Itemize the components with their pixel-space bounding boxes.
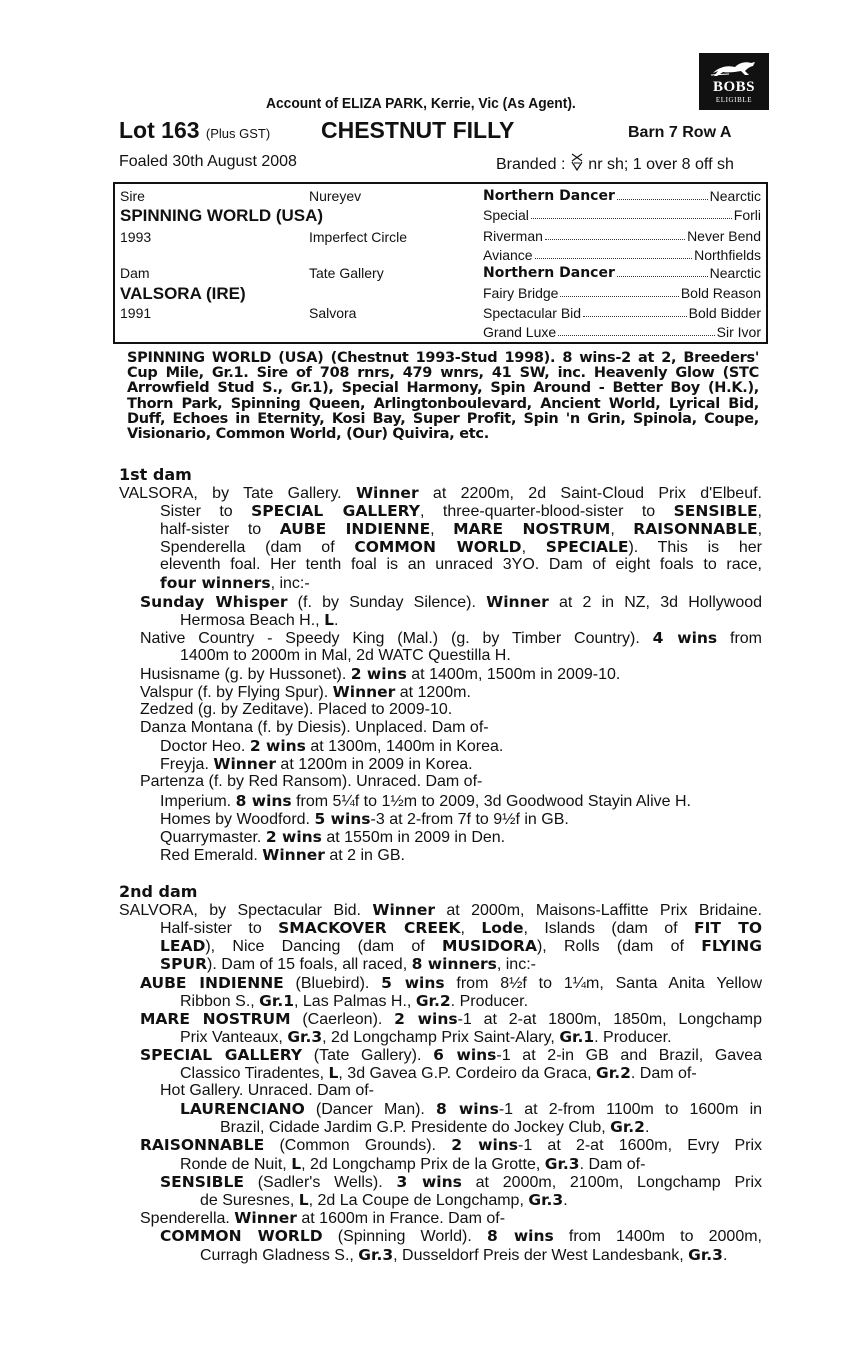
- pedigree-ancestor: [483, 285, 761, 301]
- bold-text: SENSIBLE: [160, 1173, 244, 1191]
- bold-text: MARE NOSTRUM: [453, 520, 611, 538]
- bold-text: Gr.2: [415, 992, 451, 1010]
- text: ,: [521, 539, 546, 556]
- bold-text: AUBE INDIENNE: [279, 520, 431, 538]
- ancestor-name: Aviance: [483, 247, 533, 263]
- text: at 2000m, Maisons-Laffitte Prix Bridaine.: [435, 902, 762, 919]
- pedigree-text-line: [160, 937, 762, 956]
- sire-label: Sire: [120, 188, 145, 204]
- pedigree-text-line: [140, 1209, 505, 1228]
- pedigree-text-line: [160, 1227, 762, 1246]
- pedigree-text-line: [160, 574, 310, 593]
- brand-suffix: nr sh; 1 over 8 off sh: [588, 156, 734, 173]
- text: at 1200m in 2009 in Korea.: [275, 756, 473, 773]
- text: (Tate Gallery).: [302, 1047, 434, 1064]
- pedigree-text-line: [180, 1028, 672, 1047]
- text: .: [333, 612, 339, 629]
- horse-description: CHESTNUT FILLY: [321, 117, 515, 143]
- ancestor-sire: Forli: [733, 207, 761, 223]
- dot-leader: [617, 265, 708, 277]
- text: at 1600m in France. Dam of-: [296, 1210, 506, 1227]
- ancestor-sire: Never Bend: [687, 228, 761, 244]
- text: (Spinning World).: [322, 1228, 487, 1245]
- text: Brazil, Cidade Jardim G.P. Presidente do Jockey Club,: [220, 1119, 611, 1136]
- text: Red Emerald.: [160, 847, 263, 864]
- text: (Caerleon).: [290, 1011, 395, 1028]
- text: Spenderella.: [140, 1210, 235, 1227]
- bold-text: 2 wins: [350, 665, 407, 683]
- text: .: [563, 1192, 568, 1209]
- text: Hermosa Beach H.,: [180, 612, 325, 629]
- gst-note: (Plus GST): [205, 126, 271, 141]
- pedigree-text-line: [140, 701, 452, 719]
- pedigree-text-line: [140, 683, 471, 702]
- text: , 2d Longchamp Prix Saint-Alary,: [322, 1029, 560, 1046]
- bold-text: SENSIBLE: [673, 502, 758, 520]
- dam-year: 1991: [120, 305, 152, 321]
- pedigree-text-line: [180, 992, 528, 1011]
- bold-text: Winner: [372, 901, 435, 919]
- pedigree-text-line: [119, 901, 762, 920]
- text: from 8½f to 1¼m, Santa Anita Yellow: [444, 975, 762, 992]
- bold-text: 2 wins: [394, 1010, 458, 1028]
- ancestor-name: Northern Dancer: [483, 265, 615, 281]
- text: (Common Grounds).: [264, 1137, 452, 1154]
- bold-text: Gr.3: [528, 1191, 564, 1209]
- ancestor-sire: Bold Bidder: [688, 305, 761, 321]
- pedigree-text-line: [180, 1155, 645, 1174]
- ancestor-name: Northern Dancer: [483, 188, 615, 204]
- text: Quarrymaster.: [160, 829, 266, 846]
- bold-text: Winner: [213, 755, 276, 773]
- pedigree-text-line: [160, 810, 569, 829]
- dot-leader: [535, 247, 693, 259]
- dot-leader: [560, 285, 678, 297]
- text: Imperium.: [160, 793, 236, 810]
- brand-mark-icon: [570, 153, 584, 171]
- dam-dam: Salvora: [309, 305, 357, 321]
- pedigree-ancestor: [483, 188, 761, 204]
- bold-text: Gr.3: [287, 1028, 323, 1046]
- ancestor-name: Fairy Bridge: [483, 285, 559, 301]
- text: at 2 in GB.: [324, 847, 405, 864]
- text: eleventh foal. Her tenth foal is an unraced 3YO. Dam of eight foals to race,: [160, 556, 762, 573]
- bold-text: RAISONNABLE: [140, 1136, 265, 1154]
- bold-text: L: [328, 1064, 339, 1082]
- pedigree-text-line: [160, 919, 762, 938]
- brand-prefix: Branded :: [496, 156, 566, 173]
- pedigree-ancestor: [483, 324, 761, 340]
- pedigree-text-line: [140, 719, 489, 737]
- bold-text: L: [298, 1191, 309, 1209]
- bold-text: SPECIAL GALLERY: [140, 1046, 303, 1064]
- text: ), Nice Dancing (dam of: [205, 938, 443, 955]
- text: at 2000m, 2100m, Longchamp Prix: [461, 1174, 762, 1191]
- bold-text: FLYING: [701, 937, 762, 955]
- ancestor-sire: Sir Ivor: [716, 324, 761, 340]
- text: ). Dam of 15 foals, all raced,: [207, 956, 412, 973]
- dam-name: VALSORA (IRE): [120, 284, 246, 303]
- bold-text: 8 wins: [235, 792, 292, 810]
- text: -1 at 2-at 1800m, 1850m, Longchamp: [457, 1011, 763, 1028]
- pedigree-text-line: [180, 647, 511, 665]
- pedigree-text-line: [140, 974, 762, 993]
- bold-text: Winner: [486, 593, 549, 611]
- text: Curragh Gladness S.,: [200, 1247, 359, 1264]
- bold-text: AUBE INDIENNE: [140, 974, 284, 992]
- horse-icon: [709, 59, 759, 79]
- pedigree-text-line: [200, 1246, 727, 1265]
- text: Half-sister to: [160, 920, 279, 937]
- text: . Dam of-: [579, 1156, 646, 1173]
- text: Spenderella (dam of: [160, 539, 355, 556]
- bold-text: 5 wins: [314, 810, 371, 828]
- pedigree-text-line: [140, 1046, 762, 1065]
- barn-location: Barn 7 Row A: [628, 124, 732, 141]
- sire-sire: Nureyev: [309, 188, 362, 204]
- dot-leader: [617, 188, 708, 200]
- bold-text: Gr.3: [544, 1155, 580, 1173]
- sire-year: 1993: [120, 229, 152, 245]
- pedigree-table: [113, 182, 768, 344]
- bold-text: SPECIALE: [545, 538, 629, 556]
- bold-text: L: [324, 611, 334, 629]
- text: -1 at 2-at 1600m, Evry Prix: [518, 1137, 762, 1154]
- text: at 1200m.: [395, 684, 471, 701]
- bold-text: 2 wins: [451, 1136, 519, 1154]
- bold-text: Gr.2: [596, 1064, 631, 1082]
- text: Ribbon S.,: [180, 993, 260, 1010]
- text: Partenza (f. by Red Ransom). Unraced. Dam of-: [140, 773, 483, 790]
- pedigree-text-line: [180, 1100, 762, 1119]
- text: .: [722, 1247, 728, 1264]
- text: de Suresnes,: [200, 1192, 299, 1209]
- text: Danza Montana (f. by Diesis). Unplaced. Dam of-: [140, 719, 489, 736]
- bold-text: Gr.3: [688, 1246, 723, 1264]
- pedigree-text-line: [140, 593, 762, 612]
- bold-text: four winners: [160, 574, 271, 592]
- text: (Dancer Man).: [304, 1101, 437, 1118]
- pedigree-text-line: [180, 1064, 697, 1083]
- pedigree-text-line: [140, 1010, 762, 1029]
- text: VALSORA, by Tate Gallery.: [119, 485, 356, 502]
- text: ), Rolls (dam of: [536, 938, 702, 955]
- pedigree-text-line: [160, 755, 473, 774]
- text: 1400m to 2000m in Mal, 2d WATC Questilla H.: [180, 647, 511, 664]
- text: Prix Vanteaux,: [180, 1029, 288, 1046]
- bold-text: 2 wins: [265, 828, 322, 846]
- dot-leader: [531, 207, 732, 219]
- text: . Producer.: [594, 1029, 672, 1046]
- bold-text: Gr.3: [358, 1246, 394, 1264]
- bold-text: Winner: [355, 484, 419, 502]
- bold-text: L: [291, 1155, 302, 1173]
- bold-text: 8 wins: [436, 1100, 499, 1118]
- text: ,: [430, 521, 454, 538]
- pedigree-text-line: [140, 629, 762, 648]
- ancestor-sire: Northfields: [694, 247, 761, 263]
- pedigree-text-line: [140, 773, 482, 791]
- bold-text: COMMON WORLD: [160, 1227, 323, 1245]
- text: at 1550m in 2009 in Den.: [321, 829, 506, 846]
- ancestor-name: Special: [483, 207, 529, 223]
- bold-text: Gr.1: [559, 1028, 595, 1046]
- text: from: [717, 630, 762, 647]
- text: at 1400m, 1500m in 2009-10.: [406, 666, 621, 683]
- pedigree-text-line: [140, 665, 620, 684]
- ancestor-sire: Nearctic: [709, 188, 761, 204]
- bold-text: SMACKOVER CREEK: [278, 919, 461, 937]
- text: ). This is her: [628, 539, 763, 556]
- pedigree-text-line: [160, 737, 503, 756]
- bold-text: FIT TO: [693, 919, 762, 937]
- bold-text: 8 winners: [411, 955, 497, 973]
- ancestor-name: Riverman: [483, 228, 543, 244]
- bold-text: RAISONNABLE: [633, 520, 758, 538]
- ancestor-name: Grand Luxe: [483, 324, 557, 340]
- text: Homes by Woodford.: [160, 811, 315, 828]
- text: Classico Tiradentes,: [180, 1065, 329, 1082]
- text: , three-quarter-blood-sister to: [420, 503, 674, 520]
- bold-text: 6 wins: [433, 1046, 497, 1064]
- text: , 2d Longchamp Prix de la Grotte,: [301, 1156, 545, 1173]
- text: (Bluebird).: [283, 975, 382, 992]
- pedigree-text-line: [119, 484, 762, 503]
- bold-text: SPUR: [160, 955, 208, 973]
- bold-text: Gr.1: [259, 992, 294, 1010]
- bobs-eligible-logo: [699, 53, 769, 110]
- text: Sister to: [160, 503, 252, 520]
- pedigree-text-line: [160, 1082, 374, 1100]
- text: . Dam of-: [630, 1065, 697, 1082]
- brand-info: [496, 153, 734, 174]
- bold-text: Winner: [262, 846, 325, 864]
- sire-name: SPINNING WORLD (USA): [120, 206, 324, 225]
- text: , inc:-: [496, 956, 536, 973]
- text: , Dusseldorf Preis der West Landesbank,: [393, 1247, 689, 1264]
- bold-text: COMMON WORLD: [354, 538, 522, 556]
- pedigree-text-line: [220, 1118, 649, 1137]
- text: (f. by Sunday Silence).: [287, 594, 487, 611]
- bold-text: Winner: [234, 1209, 297, 1227]
- text: Ronde de Nuit,: [180, 1156, 292, 1173]
- pedigree-ancestor: [483, 265, 761, 281]
- text: . Producer.: [450, 993, 529, 1010]
- text: Valspur (f. by Flying Spur).: [140, 684, 333, 701]
- text: at 1300m, 1400m in Korea.: [305, 738, 504, 755]
- text: , Las Palmas H.,: [294, 993, 416, 1010]
- logo-subtext: ELIGIBLE: [715, 96, 753, 104]
- text: ,: [757, 503, 762, 520]
- pedigree-text-line: [160, 1173, 762, 1192]
- dot-leader: [558, 324, 714, 336]
- bold-text: 3 wins: [396, 1173, 462, 1191]
- pedigree-text-line: [200, 1191, 568, 1210]
- bold-text: 4 wins: [652, 629, 718, 647]
- dot-leader: [583, 305, 687, 317]
- bold-text: MUSIDORA: [442, 937, 537, 955]
- text: at 2 in NZ, 3d Hollywood: [548, 594, 763, 611]
- bold-text: LAURENCIANO: [180, 1100, 305, 1118]
- text: Husisname (g. by Hussonet).: [140, 666, 351, 683]
- bold-text: Winner: [332, 683, 396, 701]
- pedigree-text-line: [160, 792, 691, 811]
- text: , Islands (dam of: [523, 920, 694, 937]
- lot-label: Lot 163: [119, 117, 200, 143]
- text: -3 at 2-from 7f to 9½f in GB.: [370, 811, 569, 828]
- dam-sire: Tate Gallery: [309, 265, 384, 281]
- text: SALVORA, by Spectacular Bid.: [119, 902, 373, 919]
- text: ,: [460, 920, 482, 937]
- sire-summary: SPINNING WORLD (USA) (Chestnut 1993-Stud 1998). 8 wins-2 at 2, Breeders' Cup Mile, Gr.1. Sire of 708 rnrs, 479 wnrs, 41 SW, inc. Heavenly Glow (STC Arrowfield Stud S., Gr.1), Special Harmony, Spin Around - Better Boy (H.K.), Thorn Park, Spinning Queen, Arlingtonboulevard, Ancient World, Lyrical Bid, Duff, Echoes in Eternity, Kosi Bay, Super Profit, Spin 'n Grin, Spinola, Coupe, Visionario, Common World, (Our) Quivira, etc.: [127, 350, 759, 443]
- text: Hot Gallery. Unraced. Dam of-: [160, 1082, 374, 1099]
- ancestor-sire: Nearctic: [709, 265, 761, 281]
- ancestor-sire: Bold Reason: [680, 285, 761, 301]
- text: at 2200m, 2d Saint-Cloud Prix d'Elbeuf.: [418, 485, 762, 502]
- text: Zedzed (g. by Zeditave). Placed to 2009-10.: [140, 701, 453, 718]
- bold-text: LEAD: [160, 937, 206, 955]
- pedigree-text-line: [160, 520, 762, 539]
- first-dam-heading: 1st dam: [119, 465, 192, 484]
- text: Freyja.: [160, 756, 214, 773]
- pedigree-ancestor: [483, 247, 761, 263]
- text: , 3d Gavea G.P. Cordeiro da Graca,: [338, 1065, 597, 1082]
- text: , 2d La Coupe de Longchamp,: [308, 1192, 529, 1209]
- text: -1 at 2-in GB and Brazil, Gavea: [496, 1047, 763, 1064]
- pedigree-text-line: [160, 846, 405, 865]
- pedigree-text-line: [160, 502, 762, 521]
- text: Native Country - Speedy King (Mal.) (g. by Timber Country).: [140, 630, 653, 647]
- pedigree-text-line: [140, 1136, 762, 1155]
- logo-text: BOBS: [712, 79, 756, 95]
- text: (Sadler's Wells).: [243, 1174, 397, 1191]
- bold-text: 2 wins: [249, 737, 306, 755]
- text: -1 at 2-from 1100m to 1600m in: [498, 1101, 763, 1118]
- text: Doctor Heo.: [160, 738, 250, 755]
- dam-label: Dam: [120, 265, 150, 281]
- pedigree-ancestor: [483, 228, 761, 244]
- text: half-sister to: [160, 521, 280, 538]
- pedigree-ancestor: [483, 305, 761, 321]
- text: from 1400m to 2000m,: [553, 1228, 763, 1245]
- bold-text: Sunday Whisper: [140, 593, 288, 611]
- second-dam-heading: 2nd dam: [119, 882, 198, 901]
- text: from 5¼f to 1½m to 2009, 3d Goodwood Stayin Alive H.: [291, 793, 691, 810]
- pedigree-text-line: [160, 556, 762, 574]
- vendor-account: Account of ELIZA PARK, Kerrie, Vic (As Agent).: [266, 95, 576, 112]
- pedigree-ancestor: [483, 207, 761, 223]
- bold-text: SPECIAL GALLERY: [251, 502, 420, 520]
- pedigree-text-line: [180, 611, 338, 630]
- pedigree-text-line: [160, 538, 762, 557]
- text: ,: [610, 521, 634, 538]
- text: ,: [757, 521, 763, 538]
- text: .: [644, 1119, 650, 1136]
- pedigree-text-line: [160, 955, 536, 974]
- dot-leader: [545, 228, 685, 240]
- ancestor-name: Spectacular Bid: [483, 305, 582, 321]
- sire-dam: Imperfect Circle: [309, 229, 408, 245]
- foaled-date: Foaled 30th August 2008: [119, 153, 297, 170]
- bold-text: Gr.2: [610, 1118, 645, 1136]
- bold-text: 8 wins: [486, 1227, 554, 1245]
- bold-text: MARE NOSTRUM: [140, 1010, 291, 1028]
- lot-number: [119, 117, 270, 144]
- bold-text: 5 wins: [381, 974, 445, 992]
- pedigree-text-line: [160, 828, 505, 847]
- text: , inc:-: [270, 575, 310, 592]
- bold-text: Lode: [481, 919, 524, 937]
